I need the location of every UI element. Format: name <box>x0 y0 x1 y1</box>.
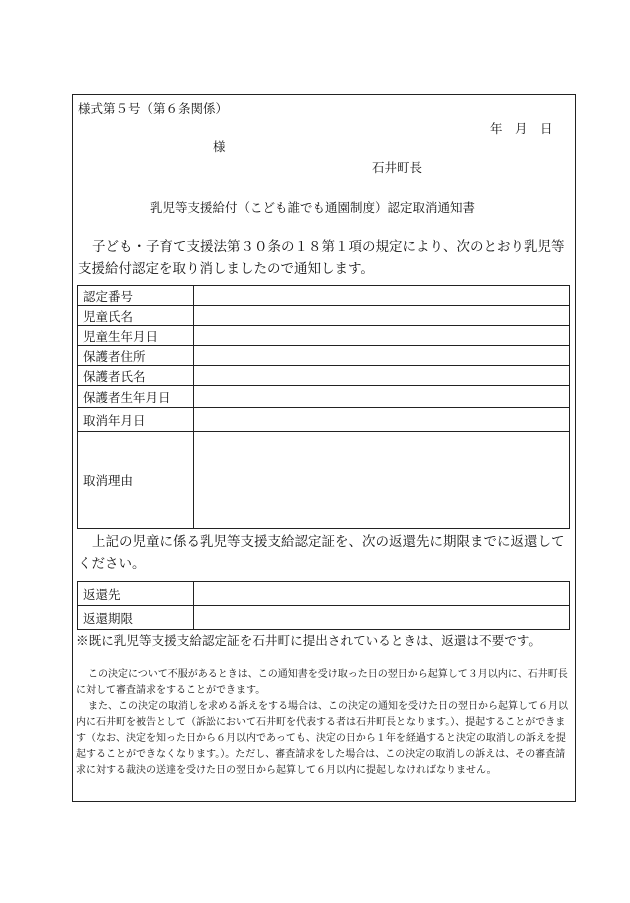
row-value <box>194 286 570 306</box>
table-row <box>78 366 570 386</box>
table-row <box>78 386 570 408</box>
row-value <box>194 432 570 529</box>
row-label: 取消年月日 <box>78 408 194 432</box>
table-row <box>78 432 570 529</box>
row-label: 保護者生年月日 <box>78 386 194 408</box>
date-placeholder: 年 月 日 <box>490 121 553 136</box>
form-number: 様式第５号（第６条関係） <box>78 101 229 116</box>
row-label: 取消理由 <box>78 432 194 529</box>
table-row <box>78 306 570 326</box>
table-row <box>78 606 570 630</box>
table-row <box>78 346 570 366</box>
row-label: 返還期限 <box>78 606 194 630</box>
appeal-paragraph-2: また、この決定の取消しを求める訴えをする場合は、この決定の通知を受けた日の翌日から起算して６月以内に石井町を被告として（訴訟において石井町を代表する者は石井町長となります。）、提起することができます（なお、決定を知った日から６月以内であっても、決定の日から１年を経過すると決定の取消しの訴えを提起することができなくなります。）。ただし、審査請求をした場合は、この決定の取消しの訴えは、その審査請求に対する裁決の送達を受けた日の翌日から起算して６月以内に提起しなければなりません。 <box>76 701 568 776</box>
appeal-paragraph-1: この決定について不服があるときは、この通知書を受け取った日の翌日から起算して３月以内に、石井町長に対して審査請求をすることができます。 <box>76 669 568 696</box>
row-label: 認定番号 <box>78 286 194 306</box>
row-label: 保護者氏名 <box>78 366 194 386</box>
page-title: 乳児等支援給付（こども誰でも通園制度）認定取消通知書 <box>150 200 476 215</box>
intro-text: 子ども・子育て支援法第３０条の１８第１項の規定により、次のとおり乳児等支援給付認定を取り消しましたので通知します。 <box>78 239 565 277</box>
table-row <box>78 326 570 346</box>
return-note: ※既に乳児等支援支給認定証を石井町に提出されているときは、返還は不要です。 <box>76 633 541 648</box>
row-value <box>194 326 570 346</box>
details-table <box>77 285 570 529</box>
row-label: 児童生年月日 <box>78 326 194 346</box>
table-row <box>78 408 570 432</box>
row-label: 返還先 <box>78 582 194 606</box>
row-label: 保護者住所 <box>78 346 194 366</box>
sender-name: 石井町長 <box>372 160 423 175</box>
table-row <box>78 582 570 606</box>
row-value <box>194 346 570 366</box>
row-value <box>194 306 570 326</box>
return-table <box>77 581 570 630</box>
row-value <box>194 606 570 630</box>
row-value <box>194 408 570 432</box>
addressee-suffix: 様 <box>213 139 226 154</box>
row-value <box>194 582 570 606</box>
row-label: 児童氏名 <box>78 306 194 326</box>
row-value <box>194 386 570 408</box>
table-row <box>78 286 570 306</box>
row-value <box>194 366 570 386</box>
return-instruction: 上記の児童に係る乳児等支援支給認定証を、次の返還先に期限までに返還してください。 <box>78 534 565 572</box>
